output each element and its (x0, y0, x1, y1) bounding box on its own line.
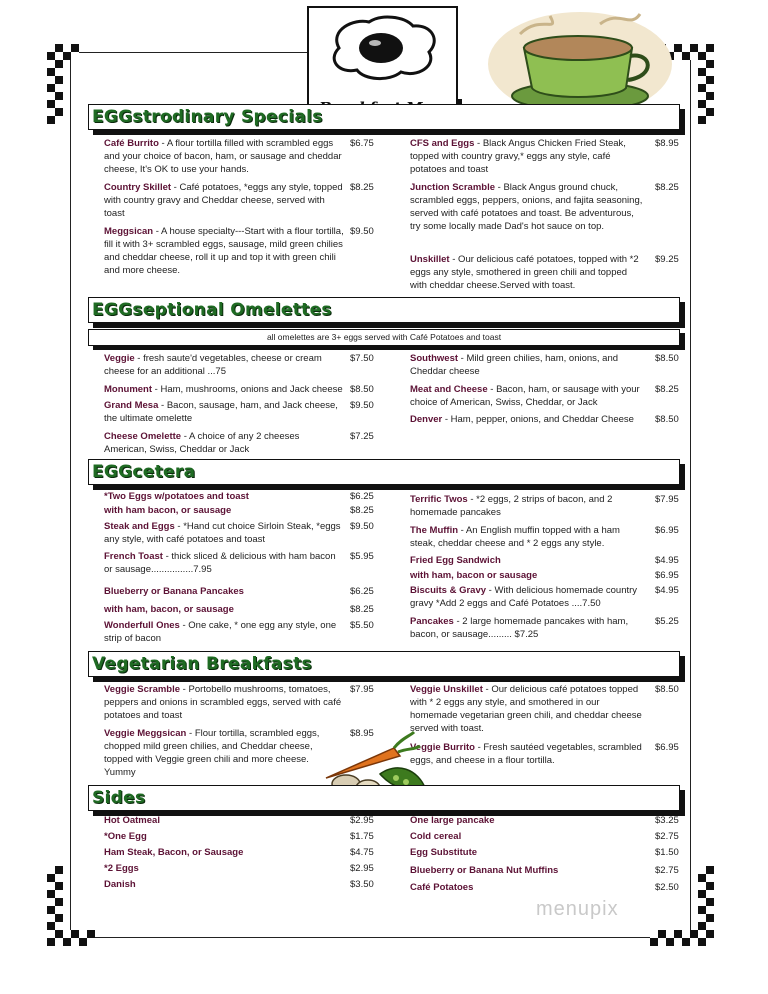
price-hot-oatmeal: $2.95 (350, 815, 374, 826)
item-desc: - With delicious homemade country gravy *Add 2 eggs and Café Potatoes ....7.50 (410, 585, 638, 609)
omelettes-note: all omelettes are 3+ eggs served with Café Potatoes and toast (88, 329, 680, 346)
price-pancakes-2: $5.25 (655, 616, 679, 627)
price-meat-cheese: $8.25 (655, 384, 679, 395)
item-desc: - Mild green chilies, ham, onions, and Cheddar cheese (410, 353, 619, 377)
menu-item-pancakes-meat (104, 603, 344, 616)
item-name: Monument (104, 384, 153, 395)
menu-item-fried-egg-sandwich (410, 554, 646, 567)
menu-item-grand-mesa (104, 399, 344, 425)
item-desc: - A house specialty---Start with a flour tortilla, fill it with 3+ scrambled eggs, sausage, mild green chilies and cheddar cheese, roll it up and top it with green chili and more cheese. (104, 226, 344, 276)
price-veggie-burrito: $6.95 (655, 742, 679, 753)
price-two-eggs-meat: $8.25 (350, 505, 374, 516)
menu-item-steak-eggs (104, 520, 349, 546)
price-grand-mesa: $9.50 (350, 400, 374, 411)
item-name: Veggie Meggsican (104, 728, 187, 739)
menu-item-two-eggs-side (104, 862, 139, 875)
item-name: Unskillet (410, 254, 450, 265)
item-name: Terrific Twos (410, 494, 468, 505)
item-name: Cheese Omelette (104, 431, 182, 442)
price-junction-scramble: $8.25 (655, 182, 679, 193)
checker-border-left-bottom (47, 866, 63, 930)
item-desc: - 2 large homemade pancakes with ham, bacon, or sausage......... $7.25 (410, 616, 629, 640)
frame-bottom-line (95, 937, 650, 938)
menu-item-muffins (410, 864, 558, 877)
section-header-sides (88, 785, 680, 811)
menu-item-wonderfull-ones (104, 619, 344, 645)
menu-item-cfs-eggs (410, 137, 646, 176)
menu-item-large-pancake (410, 814, 494, 827)
item-name: Biscuits & Gravy (410, 585, 487, 596)
price-two-eggs: $6.25 (350, 491, 374, 502)
menu-item-junction-scramble (410, 181, 646, 233)
menu-item-terrific-twos (410, 493, 646, 519)
item-name: Veggie Unskillet (410, 684, 483, 695)
price-pancakes: $6.25 (350, 586, 374, 597)
price-one-egg: $1.75 (350, 831, 374, 842)
menu-item-pancakes-2 (410, 615, 646, 641)
price-terrific-twos: $7.95 (655, 494, 679, 505)
item-desc: - Black Angus ground chuck, scrambled eggs, peppers, onions, and fajita seasoning, served with café potatoes and toast. Be adventurous, try some locally made Dad's hot sauce on top. (410, 182, 643, 232)
menu-item-french-toast (104, 550, 344, 576)
menu-item-egg-substitute (410, 846, 477, 859)
item-name: Meat and Cheese (410, 384, 488, 395)
menu-item-fried-egg-meat (410, 569, 646, 582)
item-name: French Toast (104, 551, 163, 562)
item-desc: - Fresh sautéed vegetables, scrambled eggs, and cheese in a flour tortilla. (410, 742, 642, 766)
menu-item-country-skillet (104, 181, 344, 220)
menu-item-hot-oatmeal (104, 814, 160, 827)
price-veggie-omelette: $7.50 (350, 353, 374, 364)
price-denver: $8.50 (655, 414, 679, 425)
price-french-toast: $5.95 (350, 551, 374, 562)
item-name: with ham bacon, or sausage (104, 505, 232, 516)
item-name: Ham Steak, Bacon, or Sausage (104, 847, 244, 858)
section-header-omelettes (88, 297, 680, 323)
menu-item-pancakes (104, 585, 344, 598)
item-desc: - Portobello mushrooms, tomatoes, peppers and onions in scrambled eggs, served with café potatoes and toast (104, 684, 342, 721)
price-cafe-potatoes: $2.50 (655, 882, 679, 893)
item-desc: - Bacon, sausage, ham, and Jack cheese, the ultimate omelette (104, 400, 338, 424)
price-country-skillet: $8.25 (350, 182, 374, 193)
item-desc: - Our delicious café potatoes topped with * 2 eggs any style, and smothered in our homemade vegetarian green chili, and cheddar cheese served with toast. (410, 684, 642, 734)
menu-item-denver (410, 413, 646, 426)
menu-item-meggsican (104, 225, 344, 277)
item-name: Meggsican (104, 226, 154, 237)
item-name: Denver (410, 414, 443, 425)
item-name: Café Burrito (104, 138, 159, 149)
frame-left-line (70, 60, 71, 930)
price-ham-steak: $4.75 (350, 847, 374, 858)
item-desc: - Café potatoes, *eggs any style, topped with country gravy and Cheddar cheese, served with toast (104, 182, 343, 219)
price-cold-cereal: $2.75 (655, 831, 679, 842)
item-name: Southwest (410, 353, 459, 364)
item-name: Pancakes (410, 616, 454, 627)
price-muffins: $2.75 (655, 865, 679, 876)
price-fried-egg-meat: $6.95 (655, 570, 679, 581)
item-name: with ham, bacon or sausage (410, 570, 538, 581)
checker-corner-top-left (47, 44, 79, 60)
item-name: Fried Egg Sandwich (410, 555, 501, 566)
menu-item-cold-cereal (410, 830, 461, 843)
item-name: *Two Eggs w/potatoes and toast (104, 491, 249, 502)
item-name: Country Skillet (104, 182, 172, 193)
item-name: with ham, bacon, or sausage (104, 604, 234, 615)
menu-item-ham-steak (104, 846, 243, 859)
item-name: Café Potatoes (410, 882, 474, 893)
price-egg-substitute: $1.50 (655, 847, 679, 858)
item-name: Cold cereal (410, 831, 462, 842)
frame-top-line (79, 52, 307, 53)
item-desc: - thick sliced & delicious with ham bacon or sausage................7.95 (104, 551, 336, 575)
price-unskillet: $9.25 (655, 254, 679, 265)
menu-item-veggie-meggsican (104, 727, 329, 779)
menu-item-cafe-potatoes (410, 881, 473, 894)
section-title-cetera: EGGcetera (92, 462, 196, 482)
price-veggie-unskillet: $8.50 (655, 684, 679, 695)
item-name: *One Egg (104, 831, 147, 842)
section-title-omelettes: EGGseptional Omelettes (92, 300, 332, 320)
menu-item-two-eggs (104, 490, 344, 503)
price-monument: $8.50 (350, 384, 374, 395)
price-biscuits-gravy: $4.95 (655, 585, 679, 596)
menu-item-one-egg (104, 830, 147, 843)
item-name: Wonderfull Ones (104, 620, 180, 631)
item-name: Junction Scramble (410, 182, 495, 193)
price-the-muffin: $6.95 (655, 525, 679, 536)
price-cfs-eggs: $8.95 (655, 138, 679, 149)
section-header-cetera (88, 459, 680, 485)
price-meggsican: $9.50 (350, 226, 374, 237)
checker-corner-bottom-left (47, 930, 95, 946)
checker-corner-bottom-right (650, 930, 714, 946)
menu-item-cheese-omelette (104, 430, 344, 456)
item-name: Veggie Scramble (104, 684, 181, 695)
menu-item-unskillet (410, 253, 646, 292)
item-desc: - Ham, mushrooms, onions and Jack cheese (152, 384, 343, 395)
price-cheese-omelette: $7.25 (350, 431, 374, 442)
item-name: The Muffin (410, 525, 459, 536)
item-desc: - Flour tortilla, scrambled eggs, chopped mild green chilies, and Cheddar cheese, topped with Veggie green chili and more cheese. Yummy (104, 728, 320, 778)
item-name: Grand Mesa (104, 400, 159, 411)
item-name: Blueberry or Banana Pancakes (104, 586, 244, 597)
menu-item-two-eggs-meat (104, 504, 344, 517)
item-name: *2 Eggs (104, 863, 139, 874)
item-desc: - Our delicious café potatoes, topped with *2 eggs any style, smothered in green chili and topped with cheddar cheese.Served with toast. (410, 254, 639, 291)
item-desc: - Black Angus Chicken Fried Steak, topped with country gravy,* eggs any style, café potatoes and toast (410, 138, 626, 175)
frame-right-line (690, 60, 691, 930)
price-large-pancake: $3.25 (655, 815, 679, 826)
item-desc: - One cake, * one egg any style, one strip of bacon (104, 620, 337, 644)
item-name: Steak and Eggs (104, 521, 175, 532)
menu-item-veggie-unskillet (410, 683, 646, 735)
checker-border-left-top (47, 60, 63, 124)
menu-item-biscuits-gravy (410, 584, 646, 610)
menu-item-veggie-scramble (104, 683, 344, 722)
item-desc: - *Hand cut choice Sirloin Steak, *eggs any style, with café potatoes and toast (104, 521, 341, 545)
menu-item-veggie-omelette (104, 352, 344, 378)
menu-item-veggie-burrito (410, 741, 646, 767)
checker-border-right-bottom (698, 866, 714, 930)
item-desc: - An English muffin topped with a ham steak, cheddar cheese and * 2 eggs any style. (410, 525, 620, 549)
menu-item-meat-cheese (410, 383, 646, 409)
item-name: Veggie (104, 353, 135, 364)
coffee-cup-illustration (480, 4, 676, 120)
menu-item-southwest (410, 352, 646, 378)
watermark: menupix (536, 898, 619, 920)
item-desc: - A choice of any 2 cheeses American, Swiss, Cheddar or Jack (104, 431, 300, 455)
section-title-specials: EGGstrodinary Specials (92, 107, 323, 127)
price-veggie-scramble: $7.95 (350, 684, 374, 695)
checker-border-right-top (698, 60, 714, 124)
item-desc: - *2 eggs, 2 strips of bacon, and 2 homemade pancakes (410, 494, 613, 518)
item-name: Egg Substitute (410, 847, 478, 858)
egg-logo (307, 6, 458, 98)
fried-egg-icon (309, 8, 452, 92)
item-desc: - fresh saute'd vegetables, cheese or cream cheese for an additional ...75 (104, 353, 322, 377)
price-southwest: $8.50 (655, 353, 679, 364)
item-desc: - Bacon, ham, or sausage with your choice of American, Swiss, Cheddar, or Jack (410, 384, 640, 408)
item-name: CFS and Eggs (410, 138, 475, 149)
price-pancakes-meat: $8.25 (350, 604, 374, 615)
section-header-vegetarian (88, 651, 680, 677)
section-title-vegetarian: Vegetarian Breakfasts (92, 654, 312, 674)
price-veggie-meggsican: $8.95 (350, 728, 374, 739)
price-danish: $3.50 (350, 879, 374, 890)
price-fried-egg-sandwich: $4.95 (655, 555, 679, 566)
menu-item-cafe-burrito (104, 137, 344, 176)
item-name: One large pancake (410, 815, 495, 826)
price-cafe-burrito: $6.75 (350, 138, 374, 149)
item-name: Blueberry or Banana Nut Muffins (410, 865, 559, 876)
section-header-specials (88, 104, 680, 130)
section-title-sides: Sides (92, 788, 146, 808)
price-wonderfull-ones: $5.50 (350, 620, 374, 631)
price-steak-eggs: $9.50 (350, 521, 374, 532)
item-name: Veggie Burrito (410, 742, 475, 753)
menu-item-the-muffin (410, 524, 646, 550)
item-name: Danish (104, 879, 136, 890)
menu-item-danish (104, 878, 136, 891)
price-two-eggs-side: $2.95 (350, 863, 374, 874)
item-desc: - Ham, pepper, onions, and Cheddar Cheese (442, 414, 634, 425)
item-desc: - A flour tortilla filled with scrambled eggs and your choice of bacon, ham, or sausage and cheddar cheese, It's OK to use your hands. (104, 138, 342, 175)
menu-item-monument (104, 383, 344, 396)
item-name: Hot Oatmeal (104, 815, 160, 826)
